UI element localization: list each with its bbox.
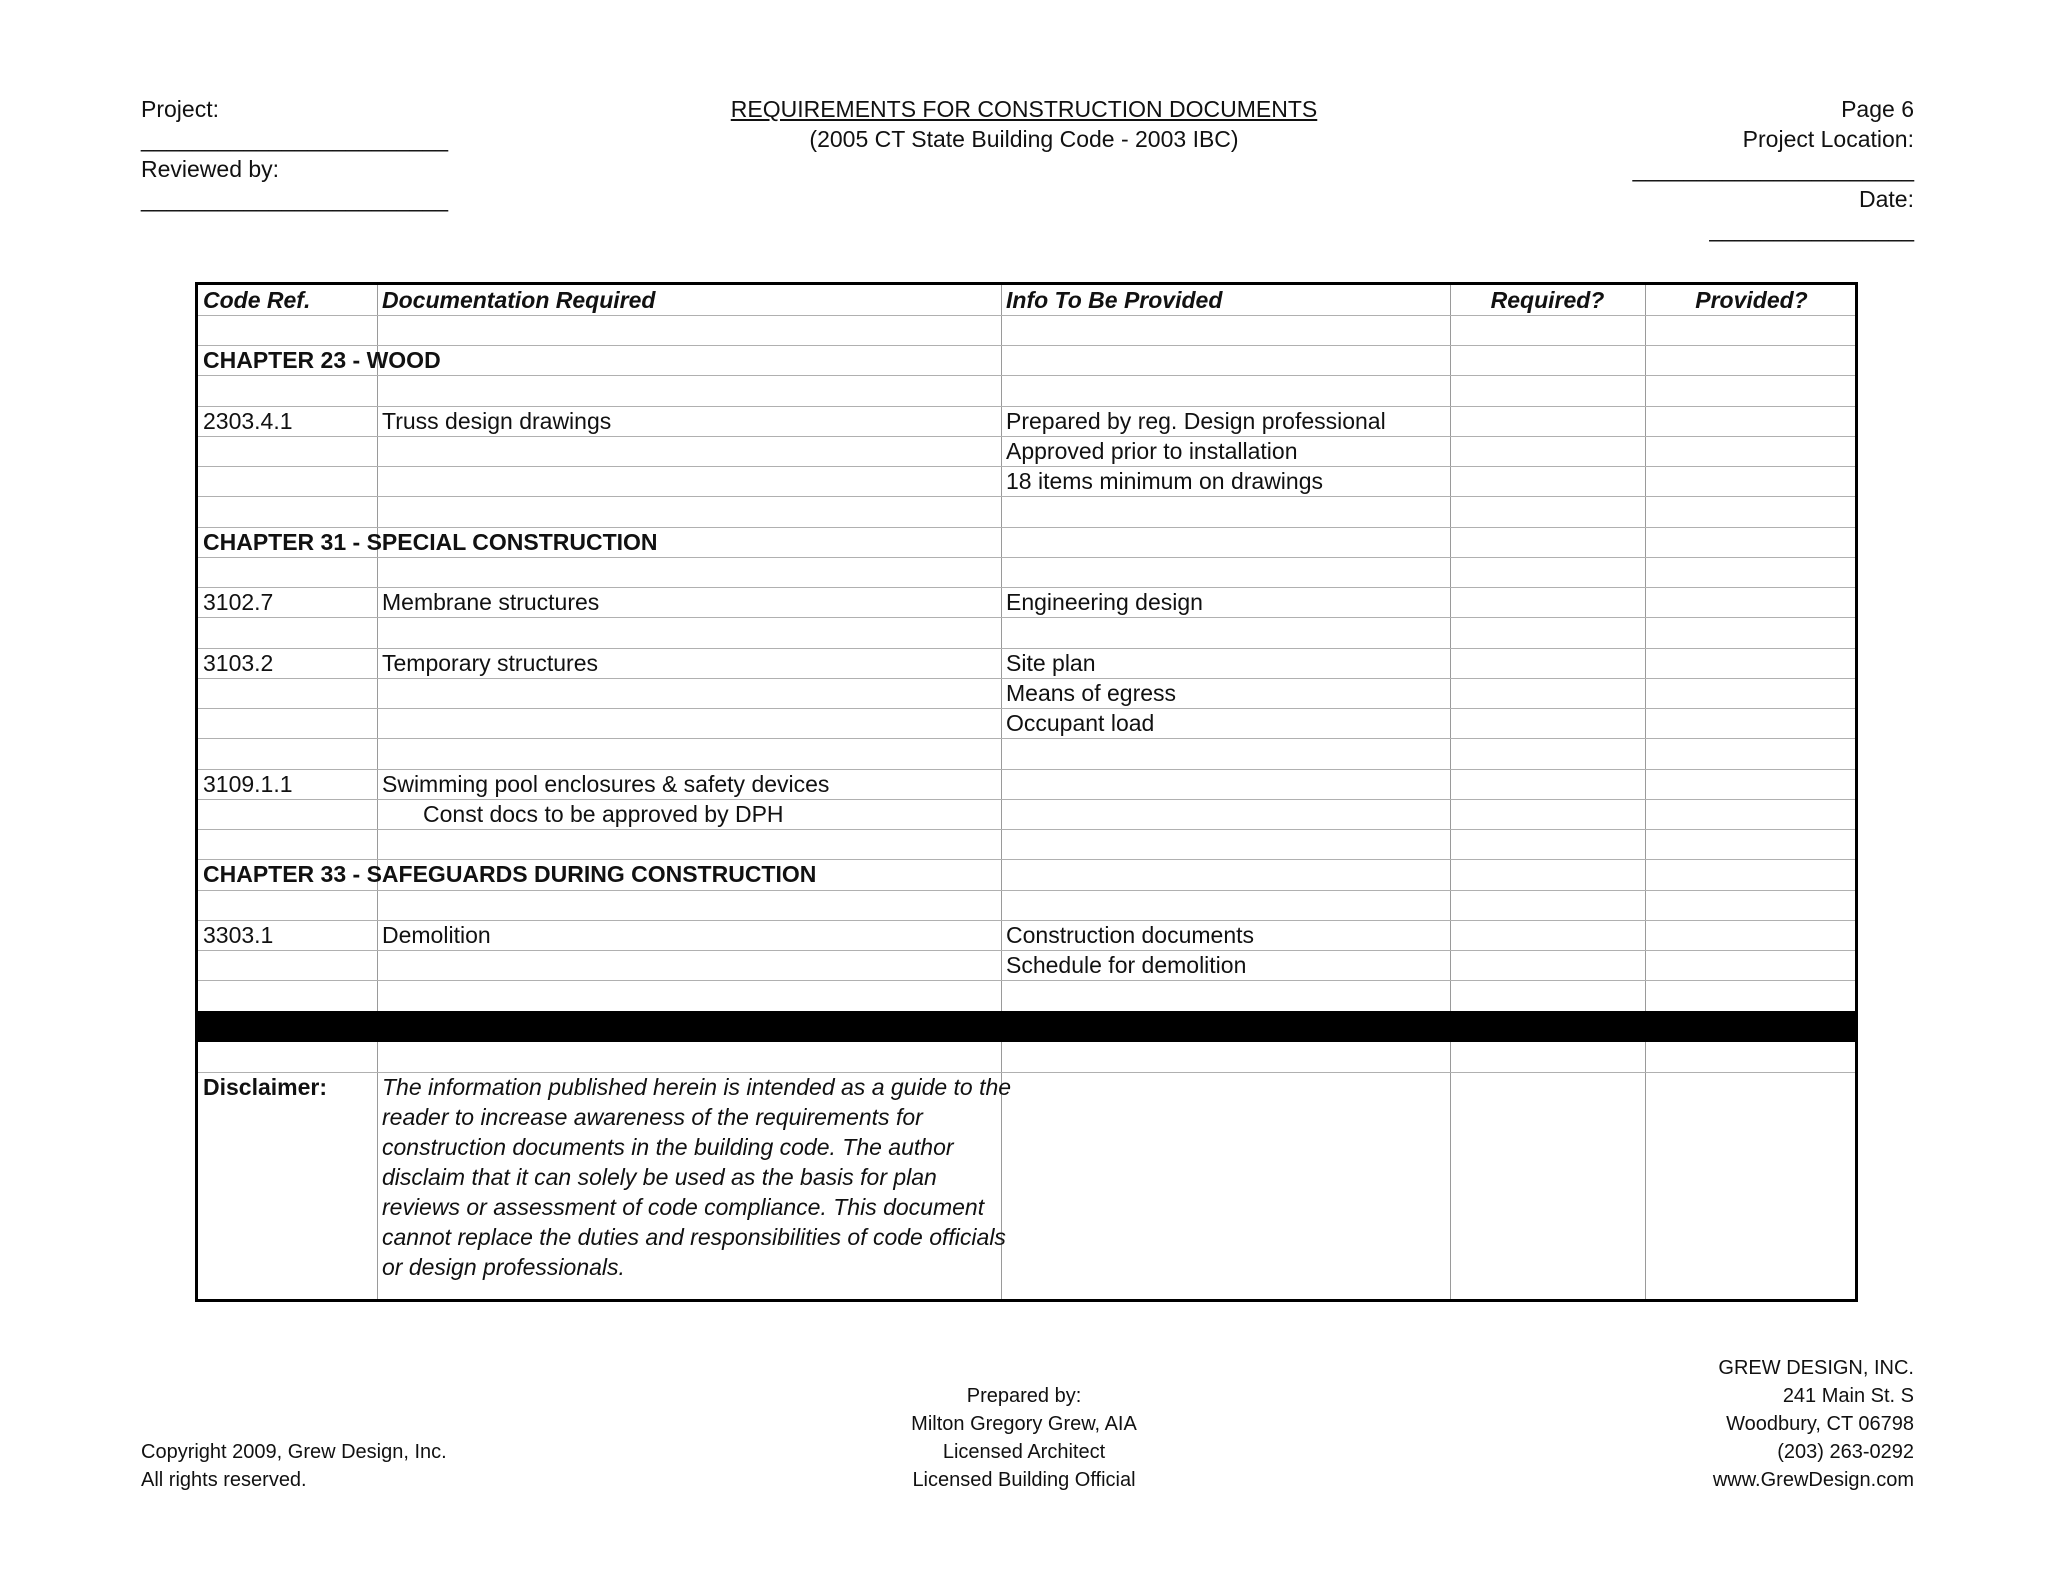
document-subtitle: (2005 CT State Building Code - 2003 IBC): [809, 126, 1239, 152]
company-city: Woodbury, CT 06798: [1726, 1413, 1914, 1435]
row-divider: [198, 557, 1855, 558]
disclaimer-label: Disclaimer:: [203, 1074, 328, 1100]
project-label: Project:: [141, 96, 219, 122]
date-line: ________________: [1709, 216, 1914, 242]
column-divider: [1645, 285, 1646, 1299]
row-divider: [198, 617, 1855, 618]
documentation-required: Temporary structures: [382, 650, 599, 676]
info-to-be-provided: Means of egress: [1006, 680, 1177, 706]
info-to-be-provided: Construction documents: [1006, 922, 1255, 948]
chapter-heading: CHAPTER 23 - WOOD: [203, 347, 441, 373]
info-to-be-provided: Approved prior to installation: [1006, 438, 1298, 464]
documentation-required: Demolition: [382, 922, 491, 948]
documentation-required-note: Const docs to be approved by DPH: [423, 801, 784, 827]
separator-bar: [198, 1011, 1855, 1042]
company-street: 241 Main St. S: [1782, 1385, 1914, 1407]
info-to-be-provided: Site plan: [1006, 650, 1096, 676]
disclaimer-text: The information published herein is intended as a guide to the reader to increase awareness of the requirements for construction documents in the building code. The author disclaim that it can solely be used as the basis for plan reviews or assessment of code compliance. This document cannot replace the duties and responsibilities of code officials or design professionals.: [382, 1074, 1012, 1280]
page-number: Page 6: [1841, 96, 1914, 122]
preparer-title: Licensed Building Official: [912, 1469, 1136, 1491]
project-location-line: ______________________: [1632, 156, 1914, 182]
code-ref: 3109.1.1: [203, 771, 293, 797]
code-ref: 3303.1: [203, 922, 274, 948]
requirements-table: [195, 282, 1858, 1302]
reviewed-by-label: Reviewed by:: [141, 156, 280, 182]
column-divider: [377, 285, 378, 1299]
row-divider: [198, 315, 1855, 316]
project-line: ________________________: [141, 126, 448, 152]
column-divider: [1450, 285, 1451, 1299]
documentation-required: Swimming pool enclosures & safety devices: [382, 771, 830, 797]
code-ref: 2303.4.1: [203, 408, 293, 434]
info-to-be-provided: Engineering design: [1006, 589, 1203, 615]
chapter-heading: CHAPTER 31 - SPECIAL CONSTRUCTION: [203, 529, 658, 555]
date-label: Date:: [1859, 186, 1914, 212]
row-divider: [198, 375, 1855, 376]
document-title: REQUIREMENTS FOR CONSTRUCTION DOCUMENTS: [730, 96, 1318, 122]
company-name: GREW DESIGN, INC.: [1718, 1357, 1914, 1379]
header-code-ref: Code Ref.: [203, 287, 311, 313]
company-website: www.GrewDesign.com: [1712, 1469, 1914, 1491]
code-ref: 3102.7: [203, 589, 274, 615]
documentation-required: Truss design drawings: [382, 408, 612, 434]
info-to-be-provided: Prepared by reg. Design professional: [1006, 408, 1386, 434]
copyright: Copyright 2009, Grew Design, Inc.: [141, 1441, 447, 1463]
header-required: Required?: [1490, 287, 1605, 313]
header-provided: Provided?: [1695, 287, 1808, 313]
info-to-be-provided: Occupant load: [1006, 710, 1155, 736]
prepared-by-label: Prepared by:: [966, 1385, 1082, 1407]
info-to-be-provided: Schedule for demolition: [1006, 952, 1247, 978]
row-divider: [198, 738, 1855, 739]
info-to-be-provided: 18 items minimum on drawings: [1006, 468, 1324, 494]
preparer-title: Licensed Architect: [942, 1441, 1106, 1463]
project-location-label: Project Location:: [1742, 126, 1914, 152]
row-divider: [198, 980, 1855, 981]
header-documentation-required: Documentation Required: [382, 287, 656, 313]
row-divider: [198, 829, 1855, 830]
rights-reserved: All rights reserved.: [141, 1469, 307, 1491]
row-divider: [198, 496, 1855, 497]
row-divider: [198, 345, 1855, 346]
documentation-required: Membrane structures: [382, 589, 600, 615]
chapter-heading: CHAPTER 33 - SAFEGUARDS DURING CONSTRUCTION: [203, 861, 817, 887]
code-ref: 3103.2: [203, 650, 274, 676]
company-phone: (203) 263-0292: [1777, 1441, 1914, 1463]
row-divider: [198, 890, 1855, 891]
reviewed-by-line: ________________________: [141, 186, 448, 212]
preparer-name: Milton Gregory Grew, AIA: [911, 1413, 1137, 1435]
header-info-to-be-provided: Info To Be Provided: [1006, 287, 1223, 313]
